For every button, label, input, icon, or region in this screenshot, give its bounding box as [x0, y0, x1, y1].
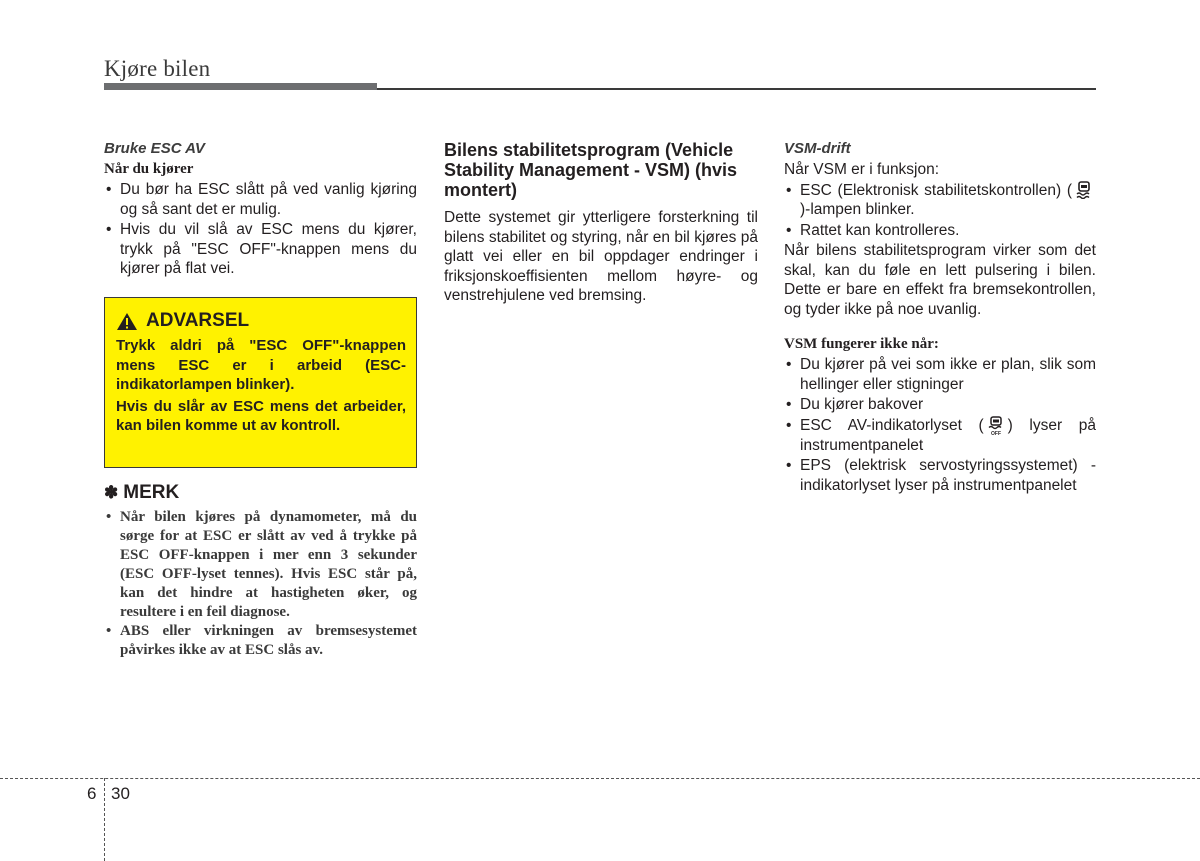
vsm-description: Dette systemet gir ytterligere forsterkning til bilens stabilitet og styring, når en bil kjøres på glatt vei eller en bil oppdager endringer i friksjonskoeffisienten mellom høyre- og venstrehjulene ved bremsing.: [444, 209, 758, 304]
column-middle: [444, 140, 758, 306]
esc-indicator-icon: [1075, 181, 1093, 199]
subheading-while-driving: Når du kjører: [104, 161, 194, 177]
header-rule-thin: [377, 88, 1096, 90]
esc-off-indicator-icon: [987, 416, 1005, 436]
esc-off-list: [104, 180, 417, 279]
note-section: [104, 482, 417, 660]
section-heading-vsm-operation: VSM-drift: [784, 140, 851, 157]
vsm-intro: Når VSM er i funksjon:: [784, 161, 940, 178]
warning-triangle-icon: [116, 312, 138, 331]
warning-box: [104, 297, 417, 468]
note-list: [104, 508, 417, 660]
footer-divider: [0, 778, 1200, 779]
warning-text-2: Hvis du slår av ESC mens det arbeider, kan bilen komme ut av kontroll.: [116, 397, 406, 434]
list-item: • EPS (elektrisk servostyringssystemet) - indikatorlyset lyser på instrumentpanelet: [784, 456, 1096, 495]
list-item: • ESC AV-indikatorlyset ( OFF ) lyser på instrumentpanelet: [784, 416, 1096, 456]
page-header-title: Kjøre bilen: [104, 56, 211, 81]
note-title: [104, 482, 417, 504]
list-item: • Rattet kan kontrolleres.: [784, 221, 1096, 241]
list-item: • Hvis du vil slå av ESC mens du kjører, trykk på "ESC OFF"-knappen mens du kjører på flat vei.: [104, 220, 417, 279]
vsm-operation-list: [784, 181, 1096, 241]
note-star-icon: ✽: [104, 483, 119, 502]
esc-off-label: OFF: [990, 430, 1001, 436]
list-item: • Du kjører bakover: [784, 395, 1096, 415]
warning-title-label: ADVARSEL: [146, 310, 250, 331]
section-heading-vsm: Bilens stabilitetsprogram (Vehicle Stability Management - VSM) (hvis montert): [444, 140, 738, 200]
warning-title: [116, 310, 406, 332]
warning-text-1: Trykk aldri på "ESC OFF"-knappen mens ESC er i arbeid (ESC-indikatorlampen blinker).: [116, 337, 406, 393]
chapter-number: 6: [87, 784, 97, 803]
list-item: • Når bilen kjøres på dynamometer, må du sørge for at ESC er slått av ved å trykke på ESC OFF-knappen i mer enn 3 sekunder (ESC OFF-lyset tennes). Hvis ESC står på, kan det hindre at hastigheten øker, og resultere i en feil diagnose.: [104, 508, 417, 622]
vsm-pulsing-note: Når bilens stabilitetsprogram virker som det skal, kan du føle en lett pulsering i bilen. Dette er bare en effekt fra bremsekontrollen, og tyder ikke på noe uvanlig.: [784, 242, 1096, 318]
section-heading-esc-off: Bruke ESC AV: [104, 140, 205, 157]
column-left: [104, 140, 417, 280]
footer-vertical-divider: [104, 778, 105, 861]
column-right: [784, 140, 1096, 496]
note-title-label: MERK: [123, 482, 180, 503]
vsm-not-working-list: [784, 355, 1096, 495]
subheading-vsm-not-working: VSM fungerer ikke når:: [784, 336, 939, 352]
page-number: 30: [111, 784, 130, 803]
list-item: • ABS eller virkningen av bremsesystemet påvirkes ikke av at ESC slås av.: [104, 622, 417, 660]
list-item: • Du kjører på vei som ikke er plan, slik som hellinger eller stigninger: [784, 355, 1096, 394]
list-item: • Du bør ha ESC slått på ved vanlig kjøring og så sant det er mulig.: [104, 180, 417, 219]
header-rule-thick: [104, 83, 377, 90]
list-item: • ESC (Elektronisk stabilitetskontrollen) ()-lampen blinker.: [784, 181, 1096, 220]
